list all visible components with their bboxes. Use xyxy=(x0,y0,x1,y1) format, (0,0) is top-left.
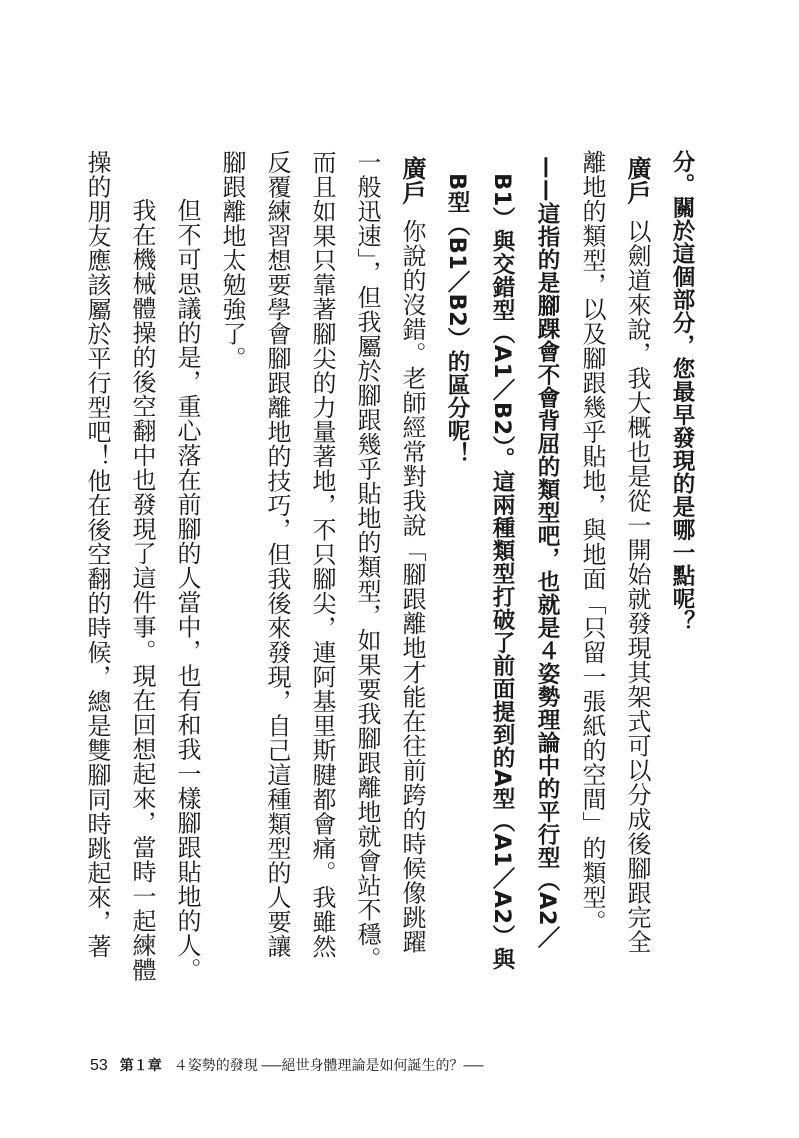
vertical-body-text xyxy=(74,150,704,1040)
answer-1-line-1 xyxy=(614,156,659,1040)
answer-2-line-5: 腳跟離地太勉強了。 xyxy=(218,150,246,371)
answer-2-text: 你說的沒錯。老師經常對我說「腳跟離地才能在往前跨的時候像跳躍 xyxy=(398,219,426,954)
chapter-label: 第１章 xyxy=(119,1057,162,1073)
answer-2-line-8: 操的朋友應該屬於平行型吧！他在後空翻的時候，總是雙腳同時跳起來，著 xyxy=(83,150,111,959)
answer-2-line-3: 而且如果只靠著腳尖的力量著地，不只腳尖，連阿基里斯腱都會痛。我雖然 xyxy=(308,150,336,959)
answer-2-line-4: 反覆練習想要學會腳跟離地的技巧，但我後來發現，自己這種類型的人要讓 xyxy=(263,150,291,959)
page-footer xyxy=(90,1055,483,1075)
question-line-1: ——這指的是腳踝會不會背屈的類型吧，也就是４姿勢理論中的平行型（A2／ xyxy=(534,156,560,950)
page-number: 53 xyxy=(90,1057,108,1074)
question-line-2: B1）與交錯型（A1／B2）。這兩種類型打破了前面提到的A型（A1／A2）與 xyxy=(489,172,515,970)
question-line-end: 分。關於這個部分，您最早發現的是哪一點呢？ xyxy=(669,150,695,633)
answer-2-line-7: 我在機械體操的後空翻中也發現了這件事。現在回想起來，當時一起練體 xyxy=(128,198,156,982)
speaker-label: 廣戶 xyxy=(398,156,426,205)
answer-1-text: 以劍道來說，我大概也是從一開始就發現其架式可以分成後腳跟完全 xyxy=(623,219,651,954)
answer-2-line-2: 一般迅速」，但我屬於腳跟幾乎貼地的類型，如果要我腳跟離地就會站不穩。 xyxy=(353,150,381,971)
answer-2-line-6: 但不可思議的是，重心落在前腳的人當中，也有和我一樣腳跟貼地的人。 xyxy=(173,198,201,982)
question-line-3: B型（B1／B2）的區分呢！ xyxy=(444,172,470,465)
section-title: ４姿勢的發現 ──絕世身體理論是如何誕生的？── xyxy=(173,1057,484,1073)
answer-2-line-1 xyxy=(389,156,434,1040)
answer-1-line-2: 離地的類型，以及腳跟幾乎貼地，與地面「只留一張紙的空間」的類型。 xyxy=(578,150,606,934)
speaker-label: 廣戶 xyxy=(623,156,651,205)
